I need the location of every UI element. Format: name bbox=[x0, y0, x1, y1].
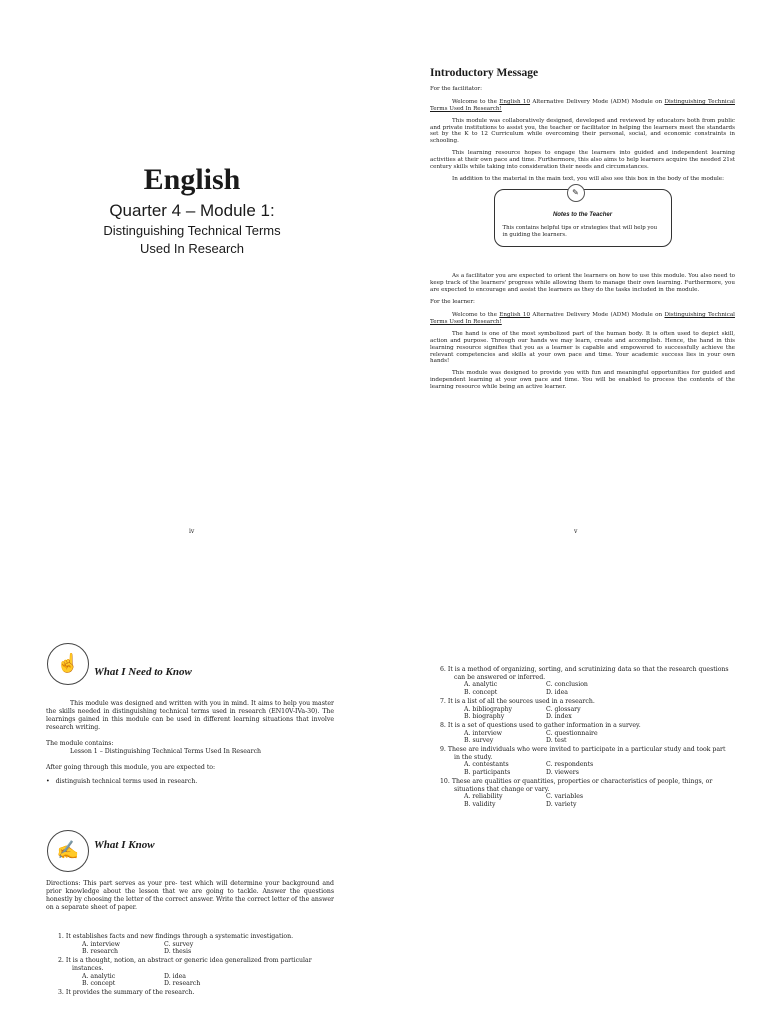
note-title: Notes to the Teacher bbox=[552, 211, 613, 218]
answer-option: D. test bbox=[546, 737, 567, 745]
welcome-text: Welcome to the bbox=[452, 312, 500, 318]
hand-pointing-icon: ☝ bbox=[47, 643, 89, 685]
answer-option: A. bibliography bbox=[464, 705, 513, 713]
question-text bbox=[440, 666, 730, 681]
answer-option: C. variables bbox=[546, 793, 584, 801]
note-text: This contains helpful tips or strategies that will help you in guiding the learners. bbox=[502, 224, 658, 238]
answer-option: A. contestants bbox=[464, 761, 509, 769]
answer-option: C. respondents bbox=[546, 761, 594, 769]
lesson-title: Lesson 1 – Distinguishing Technical Terms Used In Research bbox=[70, 748, 262, 755]
question-item bbox=[440, 722, 730, 745]
answer-option: D. thesis bbox=[164, 948, 192, 956]
welcome-module-title: Distinguishing Technical Terms Used In Research! bbox=[430, 312, 735, 325]
cover-subtitle bbox=[0, 222, 384, 258]
learner-welcome-paragraph bbox=[430, 312, 735, 326]
question-text bbox=[58, 933, 334, 941]
for-learner-label: For the learner: bbox=[430, 299, 475, 306]
welcome-text-mid: Alternative Delivery Mode (ADM) Module on bbox=[530, 312, 665, 318]
questions-left bbox=[58, 933, 334, 998]
intro-heading: Introductory Message bbox=[430, 67, 539, 79]
question-stem: These are individuals who were invited to participate in a particular study and took part in the study. bbox=[447, 746, 726, 761]
addition-paragraph: In addition to the material in the main text, you will also see this box in the body of the module: bbox=[452, 175, 724, 182]
objective-text: distinguish technical terms used in research. bbox=[55, 778, 198, 785]
cover-subtitle-line2: Used In Research bbox=[139, 241, 245, 256]
answer-option: A. reliability bbox=[464, 793, 503, 801]
welcome-text: Welcome to the bbox=[452, 98, 500, 105]
question-stem: These are qualities or quantities, properties or characteristics of people, things, or situations that change or vary. bbox=[451, 777, 713, 793]
question-number: 8. bbox=[440, 721, 446, 729]
question-text bbox=[440, 778, 730, 793]
answer-option: A. analytic bbox=[464, 681, 498, 689]
need-paragraph: This module was designed and written with you in mind. It aims to help you master the skills needed in distinguishing technical terms used in research (EN10V-IVa-30). The learnings gained in this module can be used in different learning situations that involve research writing. bbox=[46, 700, 334, 731]
answer-options bbox=[440, 681, 730, 696]
answer-options bbox=[58, 973, 334, 988]
question-text bbox=[440, 746, 730, 761]
lesson-page bbox=[0, 630, 384, 1024]
question-number: 2. bbox=[58, 957, 64, 965]
question-text bbox=[58, 957, 334, 972]
question-stem: It is a list of all the sources used in a research. bbox=[447, 697, 595, 705]
answer-options bbox=[58, 941, 334, 956]
question-item bbox=[440, 698, 730, 721]
what-i-need-to-know-title: What I Need to Know bbox=[94, 666, 192, 678]
hand-holding-pencil-icon: ✍ bbox=[47, 830, 89, 872]
notes-to-teacher-box bbox=[494, 189, 672, 248]
hand-paragraph: The hand is one of the most symbolized part of the human body. It is often used to depict skill, action and purpose. Through our hands we may learn, create and accomplish. Hence, the hand in this learning resource signifies that you as a learner is capable and empowered to successfully achieve the relevant competencies and skills at your own pace and time. Your academic success lies in your own hands! bbox=[430, 330, 735, 365]
answer-option: A. interview bbox=[82, 940, 120, 948]
question-number: 9. bbox=[440, 746, 446, 754]
orient-paragraph: As a facilitator you are expected to orient the learners on how to use this module. You also need to keep track of the learners' progress while allowing them to manage their own learning. Furthermore, you are expected to encourage and assist the learners as they do the tasks included in the module. bbox=[430, 273, 735, 294]
question-number: 7. bbox=[440, 697, 446, 705]
answer-option: A. interview bbox=[464, 729, 502, 737]
answer-option: B. survey bbox=[464, 737, 494, 745]
module-contains-label: The module contains: bbox=[46, 740, 114, 747]
question-text bbox=[440, 698, 730, 706]
question-item bbox=[440, 746, 730, 777]
intro-page bbox=[384, 0, 768, 560]
question-item bbox=[440, 666, 730, 697]
resource-paragraph: This learning resource hopes to engage the learners into guided and independent learning activities at their own pace and time. Furthermore, this also aims to help learners acquire the needed 21st century skills while taking into consideration their needs and circumstances. bbox=[430, 150, 735, 171]
answer-option: B. concept bbox=[464, 689, 498, 697]
answer-option: D. viewers bbox=[546, 769, 579, 777]
welcome-paragraph bbox=[430, 99, 735, 113]
answer-option: B. concept bbox=[82, 980, 116, 988]
answer-option: B. research bbox=[82, 948, 119, 956]
answer-option: C. conclusion bbox=[546, 681, 588, 689]
question-number: 10. bbox=[440, 777, 450, 785]
notepad-icon: ✎ bbox=[567, 184, 585, 202]
answer-option: D. research bbox=[164, 980, 201, 988]
answer-option: C. questionnaire bbox=[546, 729, 598, 737]
answer-option: B. validity bbox=[464, 800, 496, 808]
cover-page bbox=[0, 0, 384, 560]
question-stem: It is a thought, notion, an abstract or generic idea generalized from particular instances. bbox=[65, 957, 312, 972]
question-text bbox=[440, 722, 730, 730]
after-label: After going through this module, you are expected to: bbox=[46, 764, 216, 771]
cover-subject-title: English bbox=[143, 163, 241, 196]
question-stem: It is a method of organizing, sorting, and scrutinizing data so that the research questions can be answered or inferred. bbox=[447, 666, 729, 681]
answer-option: B. biography bbox=[464, 713, 505, 721]
answer-option: D. idea bbox=[164, 972, 186, 980]
page-number: v bbox=[574, 528, 578, 535]
fun-paragraph: This module was designed to provide you with fun and meaningful opportunities for guided and independent learning at your own pace and time. You will be enabled to process the contents of the learning resource while being an active learner. bbox=[430, 370, 735, 391]
question-stem: It provides the summary of the research. bbox=[65, 988, 195, 996]
answer-options bbox=[440, 793, 730, 808]
directions-body bbox=[46, 880, 334, 912]
question-stem: It establishes facts and new findings through a systematic investigation. bbox=[65, 933, 294, 940]
welcome-subject: English 10 bbox=[499, 312, 531, 318]
answer-option: C. survey bbox=[164, 940, 194, 948]
welcome-subject: English 10 bbox=[499, 98, 531, 105]
directions-paragraph: Directions: This part serves as your pre- test which will determine your background and prior knowledge about the lesson that we are going to tackle. Answer the questions honestly by choosing the letter of the correct answer. Write the correct letter of the answer on a separate sheet of paper. bbox=[46, 880, 334, 911]
cover-quarter-module: Quarter 4 – Module 1: bbox=[109, 201, 275, 220]
answer-option: D. variety bbox=[546, 800, 577, 808]
question-stem: It is a set of questions used to gather information in a survey. bbox=[447, 721, 641, 729]
question-number: 1. bbox=[58, 933, 64, 940]
welcome-module-title: Distinguishing Technical Terms Used In Research! bbox=[430, 98, 735, 112]
for-facilitator-label: For the facilitator: bbox=[430, 85, 482, 92]
answer-option: B. participants bbox=[464, 769, 511, 777]
answer-options bbox=[440, 761, 730, 776]
question-item bbox=[440, 778, 730, 809]
answer-option: C. glossary bbox=[546, 705, 581, 713]
answer-options bbox=[440, 730, 730, 745]
need-body bbox=[46, 700, 334, 786]
cover-subtitle-line1: Distinguishing Technical Terms bbox=[103, 223, 281, 238]
question-item bbox=[58, 933, 334, 956]
questions-right bbox=[440, 666, 730, 810]
answer-options bbox=[440, 706, 730, 721]
answer-option: A. analytic bbox=[82, 972, 116, 980]
questions-page bbox=[384, 630, 768, 1024]
welcome-text-mid: Alternative Delivery Mode (ADM) Module on bbox=[530, 98, 665, 105]
question-text bbox=[58, 989, 334, 997]
intro-body bbox=[430, 67, 735, 396]
question-number: 3. bbox=[58, 988, 64, 996]
answer-option: D. idea bbox=[546, 689, 568, 697]
question-item bbox=[58, 989, 334, 997]
what-i-know-title: What I Know bbox=[94, 839, 155, 851]
collab-paragraph: This module was collaboratively designed, developed and reviewed by educators both from public and private institutions to assist you, the teacher or facilitator in helping the learners meet the standards set by the K to 12 Curriculum while overcoming their personal, social, and economic constraints in schooling. bbox=[430, 117, 735, 145]
objective-item: • distinguish technical terms used in research. bbox=[46, 778, 198, 785]
question-item bbox=[58, 957, 334, 988]
question-number: 6. bbox=[440, 666, 446, 673]
answer-option: D. index bbox=[546, 713, 572, 721]
page-number: iv bbox=[189, 528, 195, 535]
